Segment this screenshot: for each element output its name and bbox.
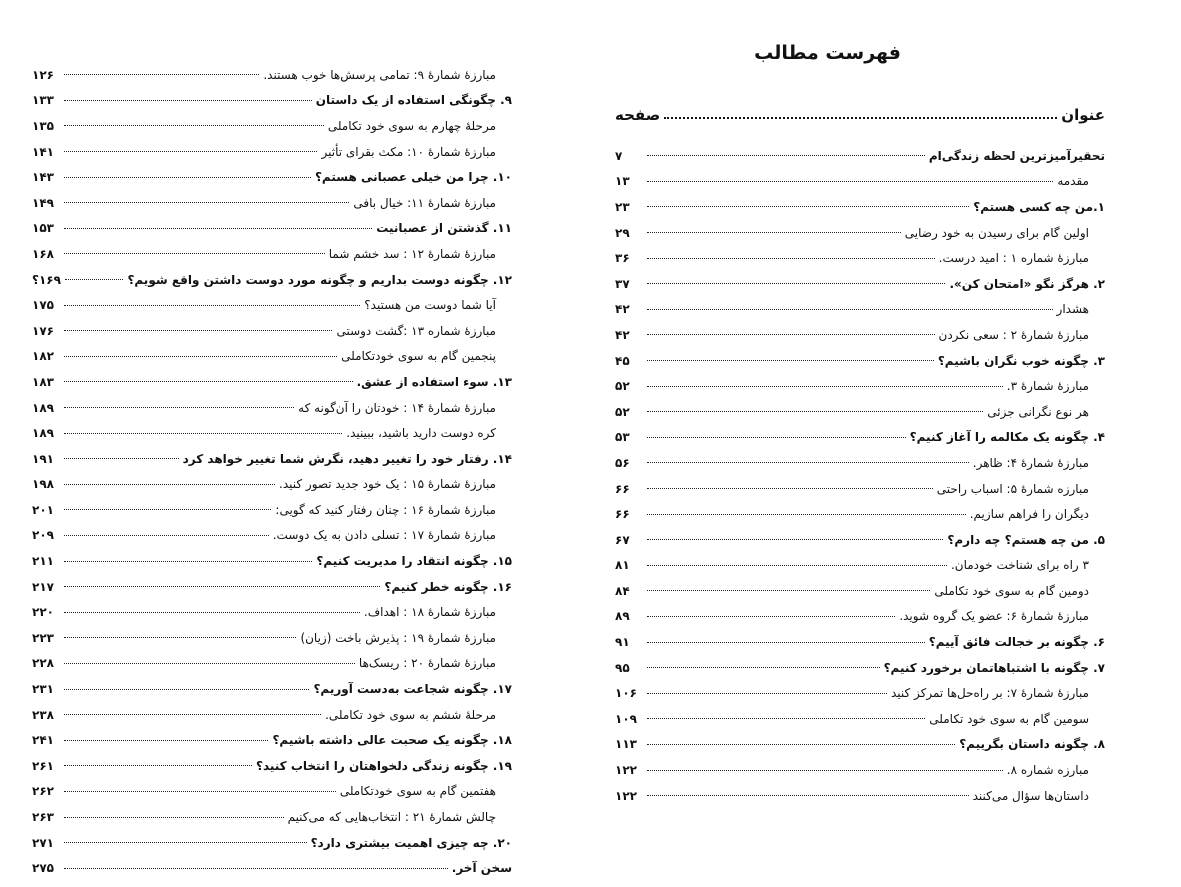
toc-entry-page: ۲۷۵: [32, 861, 54, 876]
toc-entry-title: تحقیرآمیزترین لحظه زندگی‌ام: [928, 148, 1105, 163]
toc-entry-title: مبارزهٔ شمارهٔ ۲ : سعی نکردن: [938, 327, 1089, 342]
toc-entry: [32, 523, 512, 549]
toc-entry: [32, 446, 512, 472]
toc-entry: [615, 194, 1105, 220]
leader-dots: [647, 386, 1003, 387]
toc-entry-title: مقدمه: [1057, 174, 1089, 189]
toc-entry-page: ۱۸۹: [32, 400, 54, 415]
leader-dots: [64, 330, 332, 331]
leader-dots: [64, 253, 325, 254]
toc-entry: [32, 164, 512, 190]
leader-dots: [64, 74, 259, 75]
leader-dots: [64, 765, 252, 766]
toc-entry-page: ۵۲: [615, 404, 630, 419]
toc-entry-page: ۱۵۳: [32, 221, 54, 236]
toc-entry-title: مبارزهٔ شمارهٔ ۲۰ : ریسک‌ها: [358, 656, 496, 671]
leader-dots: [647, 642, 925, 643]
toc-entry: [32, 830, 512, 856]
toc-entry: [32, 651, 512, 677]
toc-entry-title: اولین گام برای رسیدن به خود رضایی: [904, 225, 1089, 240]
toc-entry-page: ۱۲۲: [615, 763, 637, 778]
leader-dots: [647, 283, 945, 284]
toc-entry-title: مبارزهٔ شمارهٔ ۱۲ : سد خشم شما: [328, 246, 496, 261]
toc-entry-title: مبارزهٔ شمارهٔ ۱۵ : یک خود جدید تصور کنید.: [279, 477, 496, 492]
leader-dots: [647, 206, 969, 207]
toc-entry-page: ۱۸۹: [32, 426, 54, 441]
toc-entry: [32, 855, 512, 881]
toc-entry: [615, 348, 1105, 374]
toc-entry-page: ۱۲۲: [615, 788, 637, 803]
toc-entry: [32, 599, 512, 625]
leader-dots: [647, 718, 925, 719]
toc-list-right: [615, 143, 1105, 808]
toc-entry-page: ۵۳: [615, 430, 630, 445]
toc-entry-title: دیگران را فراهم سازیم.: [969, 507, 1089, 522]
toc-entry-title: ۱۶. چگونه خطر کنیم؟: [384, 579, 512, 594]
toc-entry-page: ۲۶۲: [32, 784, 54, 799]
toc-entry-page: ۱۴۳: [32, 170, 54, 185]
toc-entry: [32, 318, 512, 344]
toc-entry-page: ۱۴۱: [32, 144, 54, 159]
toc-entry-page: ۳۷: [615, 276, 630, 291]
toc-entry-title: ۱۰. چرا من خیلی عصبانی هستم؟: [314, 170, 512, 185]
leader-dots: [65, 279, 123, 280]
right-page: [600, 0, 1181, 887]
page-title: فهرست مطالب: [754, 42, 901, 64]
toc-entry-title: ۱۸. چگونه یک صحبت عالی داشته باشیم؟: [272, 733, 512, 748]
leader-dots: [647, 539, 943, 540]
toc-entry: [32, 548, 512, 574]
toc-entry: [32, 574, 512, 600]
toc-entry: [32, 779, 512, 805]
toc-entry: [615, 220, 1105, 246]
toc-entry-page: ۱۶۹؟: [32, 272, 61, 287]
leader-dots: [647, 232, 901, 233]
toc-entry-title: مبارزهٔ شمارهٔ ۱۴ : خودتان را آن‌گونه که: [298, 400, 496, 415]
toc-entry-page: ۱۲۶: [32, 67, 54, 82]
toc-entry: [615, 373, 1105, 399]
toc-entry: [615, 706, 1105, 732]
toc-entry-title: مرحلهٔ چهارم به سوی خود تکاملی: [327, 118, 496, 133]
toc-entry: [32, 62, 512, 88]
toc-entry-title: مبارزهٔ شماره ۱۳ :گشت دوستی: [336, 323, 496, 338]
toc-entry: [32, 395, 512, 421]
toc-entry-page: ۵۶: [615, 455, 630, 470]
toc-entry: [615, 322, 1105, 348]
toc-entry: [615, 501, 1105, 527]
toc-entry-page: ۲۰۹: [32, 528, 54, 543]
toc-entry: [615, 169, 1105, 195]
toc-entry-title: ۲۰. چه چیزی اهمیت بیشتری دارد؟: [310, 835, 512, 850]
toc-entry-title: ۱۷. چگونه شجاعت به‌دست آوریم؟: [313, 682, 512, 697]
leader-dots: [647, 258, 935, 259]
toc-entry-title: دومین گام به سوی خود تکاملی: [934, 583, 1089, 598]
toc-entry-page: ۲۳۸: [32, 707, 54, 722]
toc-entry: [615, 655, 1105, 681]
leader-dots: [64, 100, 312, 101]
toc-header: [615, 100, 1105, 124]
toc-entry-page: ۱۸۲: [32, 349, 54, 364]
toc-entry: [32, 727, 512, 753]
toc-entry-title: مبارزهٔ شماره ۱ : امید درست.: [938, 251, 1089, 266]
toc-entry-title: مبارزهٔ شمارهٔ ۱۶ : چنان رفتار کنید که گویی:: [275, 502, 496, 517]
leader-dots: [647, 360, 934, 361]
leader-dots: [64, 689, 309, 690]
toc-entry: [615, 297, 1105, 323]
leader-dots: [64, 509, 271, 510]
toc-entry-page: ۸۱: [615, 558, 630, 573]
toc-entry-title: مبارزهٔ شمارهٔ ۱۸ : اهداف.: [363, 605, 496, 620]
toc-entry-title: مبارزهٔ شمارهٔ ۱۰: مکث بقرای تأثیر: [321, 144, 496, 159]
toc-entry-page: ۲۳۱: [32, 682, 54, 697]
leader-dots: [64, 484, 275, 485]
leader-dots: [64, 125, 324, 126]
leader-dots: [64, 535, 269, 536]
toc-entry-title: مبارزهٔ شمارهٔ ۷: بر راه‌حل‌ها تمرکز کنید: [890, 686, 1089, 701]
toc-entry-page: ۲۷۱: [32, 835, 54, 850]
leader-dots: [64, 202, 349, 203]
leader-dots: [64, 381, 353, 382]
leader-dots: [647, 590, 930, 591]
leader-dots: [647, 181, 1053, 182]
toc-entry-page: ۲۹: [615, 225, 630, 240]
toc-entry-title: ۳. چگونه خوب نگران باشیم؟: [937, 353, 1105, 368]
leader-dots: [64, 228, 372, 229]
toc-entry-page: ۲۶۱: [32, 758, 54, 773]
leader-dots: [64, 458, 179, 459]
leader-dots: [64, 740, 268, 741]
toc-entry-title: ۱.من چه کسی هستم؟: [973, 199, 1105, 214]
toc-entry: [32, 344, 512, 370]
toc-entry-title: ۳ راه برای شناخت خودمان.: [950, 558, 1089, 573]
toc-entry-title: کره دوست دارید باشید، ببینید.: [346, 426, 496, 441]
leader-dots: [647, 334, 935, 335]
toc-entry-title: داستان‌ها سؤال می‌کنند: [972, 788, 1089, 803]
toc-entry-title: چالش شمارهٔ ۲۱ : انتخاب‌هایی که می‌کنیم: [287, 810, 496, 825]
toc-entry: [615, 680, 1105, 706]
toc-entry: [615, 757, 1105, 783]
toc-entry-title: ۵. من چه هستم؟ چه دارم؟: [947, 532, 1105, 547]
toc-entry-page: ۵۲: [615, 379, 630, 394]
toc-entry-page: ۶۶: [615, 481, 630, 496]
toc-header-title-label: عنوان: [1061, 106, 1105, 124]
toc-entry-title: پنجمین گام به سوی خودتکاملی: [341, 349, 496, 364]
toc-entry: [32, 292, 512, 318]
toc-entry-title: ۱۹. چگونه زندگی دلخواهتان را انتخاب کنید؟: [255, 758, 512, 773]
toc-entry-page: ۲۲۸: [32, 656, 54, 671]
toc-entry-page: ۱۱۳: [615, 737, 637, 752]
toc-entry: [615, 425, 1105, 451]
toc-header-page-label: صفحه: [615, 106, 661, 124]
toc-entry-page: ۱۶۸: [32, 246, 54, 261]
leader-dots: [64, 714, 321, 715]
toc-entry: [615, 527, 1105, 553]
toc-entry: [615, 476, 1105, 502]
leader-dots: [64, 868, 448, 869]
toc-entry: [615, 399, 1105, 425]
toc-entry: [615, 604, 1105, 630]
toc-entry-page: ۴۲: [615, 327, 630, 342]
leader-dots: [647, 693, 887, 694]
toc-entry-page: ۲۰۱: [32, 502, 54, 517]
leader-dots: [647, 462, 969, 463]
toc-entry: [32, 113, 512, 139]
leader-dots: [64, 433, 342, 434]
toc-entry-title: مبارزهٔ شمارهٔ ۱۹ : پذیرش باخت (زیان): [300, 630, 496, 645]
toc-entry-page: ۷: [615, 148, 623, 163]
toc-entry-page: ۱۳۵: [32, 118, 54, 133]
toc-entry-title: ۱۵. چگونه انتقاد را مدیریت کنیم؟: [316, 554, 512, 569]
toc-entry-title: مبارزهٔ شمارهٔ ۴: ظاهر.: [972, 455, 1089, 470]
toc-entry: [32, 676, 512, 702]
toc-entry-title: ۹. چگونگی استفاده از یک داستان: [315, 93, 512, 108]
toc-entry: [32, 702, 512, 728]
toc-entry-title: ۱۴. رفتار خود را تغییر دهید، نگرش شما تغییر خواهد کرد: [182, 451, 512, 466]
leader-dots: [647, 744, 955, 745]
toc-entry-title: ۱۱. گذشتن از عصبانیت: [376, 221, 512, 236]
toc-entry-page: ۱۹۱: [32, 451, 54, 466]
toc-entry-title: سخن آخر.: [451, 861, 512, 876]
leader-dots: [647, 488, 933, 489]
toc-entry-page: ۱۴۹: [32, 195, 54, 210]
toc-entry-page: ۲۶۳: [32, 810, 54, 825]
leader-dots: [64, 356, 337, 357]
toc-entry-page: ۱۹۸: [32, 477, 54, 492]
toc-entry-page: ۸۴: [615, 583, 630, 598]
toc-entry: [615, 143, 1105, 169]
toc-entry-page: ۱۳: [615, 174, 630, 189]
leader-dots: [647, 667, 880, 668]
leader-dots: [647, 309, 1053, 310]
toc-entry: [32, 497, 512, 523]
toc-entry-page: ۹۱: [615, 635, 630, 650]
leader-dots: [647, 770, 1003, 771]
toc-entry: [615, 629, 1105, 655]
toc-entry-title: مبارزهٔ شمارهٔ ۹: تمامی پرسش‌ها خوب هستند.: [263, 67, 496, 82]
leader-dots: [647, 565, 947, 566]
leader-dots: [647, 155, 925, 156]
toc-entry: [32, 190, 512, 216]
toc-entry: [32, 753, 512, 779]
leader-dots: [64, 663, 355, 664]
leader-dots: [64, 817, 284, 818]
toc-entry-page: ۱۷۶: [32, 323, 54, 338]
toc-entry: [32, 216, 512, 242]
leader-dots: [64, 842, 307, 843]
toc-entry-page: ۲۳: [615, 199, 630, 214]
toc-entry: [32, 420, 512, 446]
toc-entry-page: ۲۱۷: [32, 579, 54, 594]
toc-entry-page: ۳۶: [615, 251, 630, 266]
leader-dots: [64, 791, 336, 792]
leader-dots: [64, 637, 296, 638]
leader-dots: [647, 437, 906, 438]
toc-entry-page: ۱۳۳: [32, 93, 54, 108]
toc-entry: [615, 783, 1105, 809]
toc-entry: [615, 450, 1105, 476]
toc-entry-page: ۶۷: [615, 532, 630, 547]
toc-entry-page: ۲۱۱: [32, 554, 54, 569]
leader-dots: [64, 561, 312, 562]
toc-entry-title: ۴. چگونه یک مکالمه را آغاز کنیم؟: [909, 430, 1105, 445]
leader-dots: [647, 514, 966, 515]
toc-entry: [32, 88, 512, 114]
toc-entry-title: ۱۲. چگونه دوست بداریم و چگونه مورد دوست داشتن واقع شویم؟: [127, 272, 512, 287]
toc-entry-title: سومین گام به سوی خود تکاملی: [929, 711, 1089, 726]
toc-entry: [615, 578, 1105, 604]
toc-entry-page: ۲۲۰: [32, 605, 54, 620]
toc-entry-page: ۲۴۱: [32, 733, 54, 748]
toc-entry: [615, 553, 1105, 579]
toc-entry: [32, 625, 512, 651]
leader-dots: [64, 407, 294, 408]
leader-dots: [64, 612, 360, 613]
toc-entry-title: مبارزهٔ شمارهٔ ۳.: [1006, 379, 1089, 394]
leader-dots: [647, 795, 969, 796]
toc-entry-title: هفتمین گام به سوی خودتکاملی: [339, 784, 496, 799]
toc-entry-title: ۱۳. سوء استفاده از عشق.: [356, 374, 512, 389]
toc-entry-page: ۱۷۵: [32, 298, 54, 313]
toc-entry-page: ۶۶: [615, 507, 630, 522]
leader-dots: [647, 616, 895, 617]
leader-dots: [64, 305, 360, 306]
toc-entry: [32, 241, 512, 267]
toc-entry: [32, 804, 512, 830]
toc-entry-title: ۸. چگونه داستان بگرییم؟: [959, 737, 1105, 752]
toc-entry-page: ۱۸۳: [32, 374, 54, 389]
toc-entry-title: مبارزه شمارهٔ ۵: اسباب راحتی: [936, 481, 1089, 496]
toc-entry-title: هشدار: [1056, 302, 1089, 317]
toc-entry-page: ۹۵: [615, 660, 630, 675]
toc-entry-page: ۲۲۳: [32, 630, 54, 645]
toc-entry-title: مبارزهٔ شمارهٔ ۱۱: خیال بافی: [353, 195, 496, 210]
toc-entry-page: ۴۲: [615, 302, 630, 317]
leader-dots: [647, 411, 983, 412]
toc-entry: [615, 271, 1105, 297]
toc-entry-title: آیا شما دوست من هستید؟: [364, 298, 496, 313]
toc-entry-title: مبارزه شماره ۸.: [1006, 763, 1089, 778]
toc-entry-page: ۴۵: [615, 353, 630, 368]
toc-entry-title: ۲. هرگز نگو «امتحان کن».: [949, 276, 1105, 291]
toc-entry: [615, 245, 1105, 271]
toc-entry: [615, 732, 1105, 758]
toc-entry-page: ۸۹: [615, 609, 630, 624]
leader-dots: [664, 117, 1057, 119]
toc-entry-page: ۱۰۶: [615, 686, 637, 701]
toc-entry: [32, 267, 512, 293]
toc-entry-title: مبارزهٔ شمارهٔ ۱۷ : تسلی دادن به یک دوست.: [272, 528, 496, 543]
toc-entry-title: مبارزهٔ شمارهٔ ۶: عضو یک گروه شوید.: [899, 609, 1089, 624]
toc-entry-title: هر نوع نگرانی جزئی: [987, 404, 1089, 419]
toc-entry-title: ۶. چگونه بر خجالت فائق آییم؟: [928, 635, 1105, 650]
toc-list-left: [32, 62, 512, 881]
leader-dots: [64, 586, 380, 587]
toc-entry-page: ۱۰۹: [615, 711, 637, 726]
leader-dots: [64, 151, 317, 152]
leader-dots: [64, 177, 311, 178]
toc-entry-title: مرحلهٔ ششم به سوی خود تکاملی.: [325, 707, 496, 722]
toc-entry: [32, 139, 512, 165]
toc-entry-title: ۷. چگونه با اشتباهاتمان برخورد کنیم؟: [883, 660, 1105, 675]
toc-entry: [32, 472, 512, 498]
toc-entry: [32, 369, 512, 395]
